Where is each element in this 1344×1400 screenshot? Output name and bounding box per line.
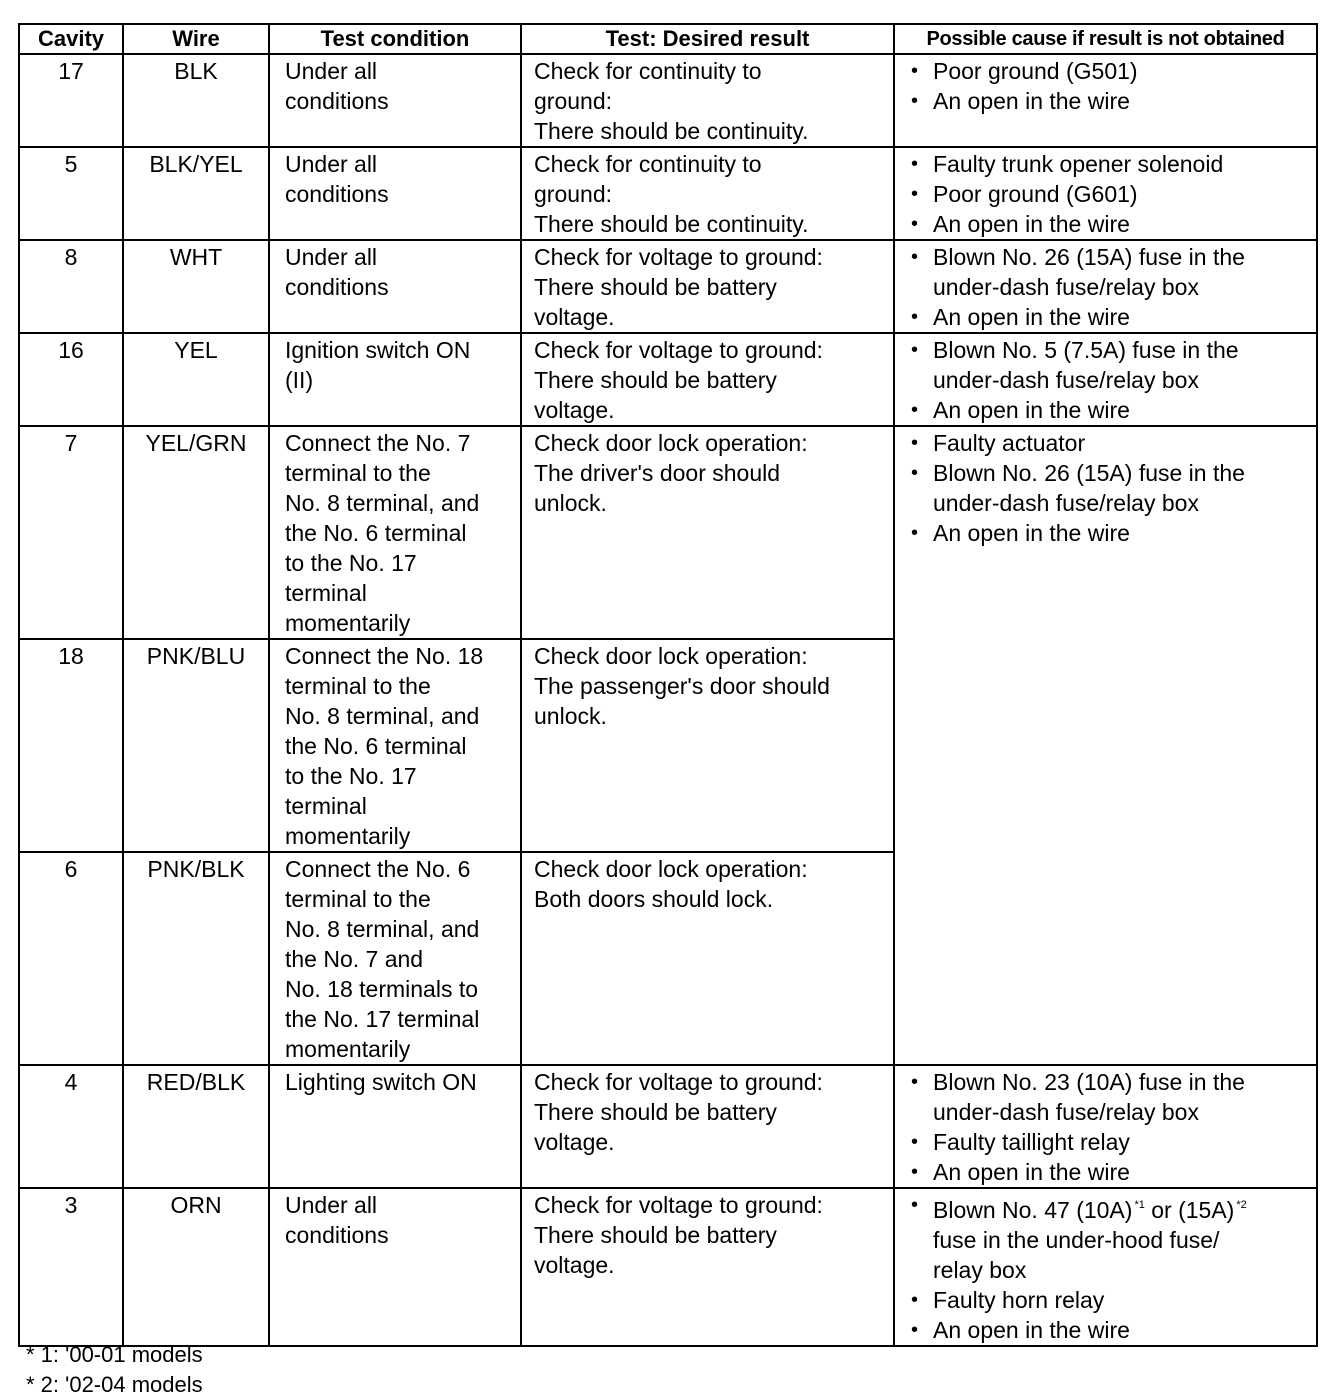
cause-item (907, 179, 1316, 209)
result-line: Check for voltage to ground: (534, 1069, 823, 1095)
result-line: Check for continuity to (534, 151, 762, 177)
cell-desired-result (521, 333, 894, 426)
cause-item (907, 1067, 1316, 1127)
cause-item (907, 86, 1316, 116)
result-line: There should be continuity. (534, 211, 809, 237)
cause-item (907, 1315, 1316, 1345)
condition-line: No. 18 terminals to (285, 976, 479, 1002)
cause-text: fuse in the under-hood fuse/ (933, 1227, 1220, 1253)
result-line: voltage. (534, 304, 615, 330)
cause-item (907, 518, 1316, 548)
cause-text: • Blown No. 26 (15A) fuse in the (933, 244, 1245, 270)
cause-list-extra (907, 1285, 1316, 1345)
cause-item (907, 56, 1316, 86)
condition-line: Ignition switch ON (285, 337, 471, 363)
cause-text: • Faulty taillight relay (933, 1129, 1130, 1155)
cell-test-condition (269, 852, 521, 1065)
cell-possible-cause (894, 1188, 1317, 1346)
cause-text: • Blown No. 23 (10A) fuse in the (933, 1069, 1245, 1095)
cause-text: under-dash fuse/relay box (933, 490, 1199, 516)
cause-text: • Poor ground (G601) (933, 181, 1138, 207)
cell-wire: PNK/BLU (123, 639, 269, 852)
cell-wire: PNK/BLK (123, 852, 269, 1065)
cause-list (907, 1067, 1316, 1187)
condition-line: terminal to the (285, 673, 431, 699)
cell-desired-result (521, 1065, 894, 1188)
footnote-ref-1: *1 (1134, 1199, 1145, 1211)
condition-line: momentarily (285, 610, 411, 636)
cause-fuse-15a: or (15A) (1144, 1197, 1235, 1223)
cell-possible-cause (894, 426, 1317, 1065)
cause-item (907, 335, 1316, 395)
cause-text: • An open in the wire (933, 397, 1130, 423)
cause-item (907, 458, 1316, 518)
cause-item (907, 242, 1316, 302)
cause-list (907, 335, 1316, 425)
condition-line: (II) (285, 367, 314, 393)
cause-text: under-dash fuse/relay box (933, 274, 1199, 300)
result-line: Both doors should lock. (534, 886, 774, 912)
cell-cavity: 18 (19, 639, 123, 852)
cause-list (907, 1190, 1316, 1285)
result-line: There should be battery (534, 1099, 777, 1125)
cell-possible-cause (894, 240, 1317, 333)
condition-line: Connect the No. 6 (285, 856, 471, 882)
footnote-2: * 2: '02-04 models (26, 1372, 203, 1397)
cell-desired-result (521, 426, 894, 639)
cause-item (907, 1285, 1316, 1315)
result-line: There should be battery (534, 274, 777, 300)
cell-test-condition (269, 147, 521, 240)
cell-test-condition (269, 1188, 521, 1346)
cause-list (907, 1285, 1316, 1345)
header-cavity: Cavity (19, 24, 123, 54)
table-row (19, 426, 1317, 639)
cause-text: • An open in the wire (933, 304, 1130, 330)
cause-text: relay box (933, 1257, 1027, 1283)
table-header-row (19, 24, 1317, 54)
cause-text: • Faulty horn relay (933, 1287, 1105, 1313)
result-line: Check for continuity to (534, 58, 762, 84)
condition-line: the No. 6 terminal (285, 733, 467, 759)
cell-desired-result (521, 147, 894, 240)
table-row (19, 54, 1317, 147)
cell-possible-cause (894, 54, 1317, 147)
condition-line: conditions (285, 274, 389, 300)
wiring-test-table-sheet (18, 23, 1316, 1397)
condition-line: the No. 17 terminal (285, 1006, 480, 1032)
condition-line: momentarily (285, 823, 411, 849)
condition-line: conditions (285, 181, 389, 207)
cell-cavity: 17 (19, 54, 123, 147)
cause-item (907, 302, 1316, 332)
cell-test-condition (269, 333, 521, 426)
condition-line: Lighting switch ON (285, 1069, 477, 1095)
footnotes (26, 1340, 203, 1400)
condition-line: Under all (285, 1192, 378, 1218)
cause-item (907, 1127, 1316, 1157)
condition-line: the No. 7 and (285, 946, 424, 972)
condition-line: No. 8 terminal, and (285, 490, 480, 516)
cause-item (907, 428, 1316, 458)
cell-test-condition (269, 426, 521, 639)
result-line: Check door lock operation: (534, 856, 808, 882)
cell-wire: BLK (123, 54, 269, 147)
footnote-1: * 1: '00-01 models (26, 1342, 203, 1367)
condition-line: Connect the No. 7 (285, 430, 471, 456)
cause-text: • Faulty trunk opener solenoid (933, 151, 1224, 177)
cell-wire: YEL (123, 333, 269, 426)
cause-text: • Blown No. 5 (7.5A) fuse in the (933, 337, 1239, 363)
cell-cavity: 16 (19, 333, 123, 426)
condition-line: to the No. 17 (285, 763, 417, 789)
cause-text: • An open in the wire (933, 520, 1130, 546)
cell-wire: WHT (123, 240, 269, 333)
result-line: The passenger's door should (534, 673, 830, 699)
cause-text: • Faulty actuator (933, 430, 1086, 456)
result-line: There should be continuity. (534, 118, 809, 144)
result-line: voltage. (534, 397, 615, 423)
header-possible-cause: Possible cause if result is not obtained (894, 24, 1317, 54)
condition-line: terminal (285, 580, 367, 606)
cell-desired-result (521, 639, 894, 852)
result-line: unlock. (534, 490, 607, 516)
cause-item (907, 209, 1316, 239)
table-row (19, 1065, 1317, 1188)
cell-test-condition (269, 639, 521, 852)
table-row (19, 333, 1317, 426)
table-row (19, 1188, 1317, 1346)
cause-text: • Blown No. 26 (15A) fuse in the (933, 460, 1245, 486)
cell-possible-cause (894, 147, 1317, 240)
cell-cavity: 4 (19, 1065, 123, 1188)
cell-cavity: 8 (19, 240, 123, 333)
cell-desired-result (521, 240, 894, 333)
cell-desired-result (521, 54, 894, 147)
cause-text: • An open in the wire (933, 88, 1130, 114)
footnote-ref-2: *2 (1236, 1199, 1247, 1211)
cause-fuse-10a: Blown No. 47 (10A) (933, 1197, 1133, 1223)
condition-line: Under all (285, 58, 378, 84)
cell-test-condition (269, 1065, 521, 1188)
result-line: unlock. (534, 703, 607, 729)
condition-line: terminal to the (285, 886, 431, 912)
cell-cavity: 5 (19, 147, 123, 240)
result-line: Check for voltage to ground: (534, 244, 823, 270)
cell-cavity: 3 (19, 1188, 123, 1346)
cell-test-condition (269, 54, 521, 147)
table-row (19, 240, 1317, 333)
cause-text: • An open in the wire (933, 211, 1130, 237)
result-line: There should be battery (534, 367, 777, 393)
cell-wire: BLK/YEL (123, 147, 269, 240)
result-line: voltage. (534, 1129, 615, 1155)
result-line: Check door lock operation: (534, 643, 808, 669)
result-line: ground: (534, 88, 613, 114)
cause-text: • An open in the wire (933, 1159, 1130, 1185)
result-line: Check for voltage to ground: (534, 337, 823, 363)
cell-wire: YEL/GRN (123, 426, 269, 639)
condition-line: Connect the No. 18 (285, 643, 484, 669)
condition-line: momentarily (285, 1036, 411, 1062)
cause-list (907, 242, 1316, 332)
result-line: Check door lock operation: (534, 430, 808, 456)
condition-line: to the No. 17 (285, 550, 417, 576)
result-line: The driver's door should (534, 460, 781, 486)
cell-cavity: 6 (19, 852, 123, 1065)
cell-wire: RED/BLK (123, 1065, 269, 1188)
table-row (19, 147, 1317, 240)
cause-text: under-dash fuse/relay box (933, 1099, 1199, 1125)
condition-line: Under all (285, 244, 378, 270)
cause-item (907, 1190, 1316, 1285)
cell-possible-cause (894, 1065, 1317, 1188)
cell-desired-result (521, 1188, 894, 1346)
header-test-condition: Test condition (269, 24, 521, 54)
cause-text (933, 1190, 1316, 1225)
cell-possible-cause (894, 333, 1317, 426)
cause-text: • An open in the wire (933, 1317, 1130, 1343)
cell-wire: ORN (123, 1188, 269, 1346)
result-line: There should be battery (534, 1222, 777, 1248)
condition-line: terminal (285, 793, 367, 819)
cause-item (907, 395, 1316, 425)
condition-line: conditions (285, 1222, 389, 1248)
cause-item (907, 1157, 1316, 1187)
cell-test-condition (269, 240, 521, 333)
cause-list (907, 149, 1316, 239)
cause-text: • Poor ground (G501) (933, 58, 1138, 84)
cell-desired-result (521, 852, 894, 1065)
cause-list (907, 428, 1316, 548)
condition-line: No. 8 terminal, and (285, 916, 480, 942)
condition-line: terminal to the (285, 460, 431, 486)
condition-line: the No. 6 terminal (285, 520, 467, 546)
header-desired-result: Test: Desired result (521, 24, 894, 54)
condition-line: Under all (285, 151, 378, 177)
wiring-test-table (18, 23, 1318, 1347)
condition-line: conditions (285, 88, 389, 114)
header-wire: Wire (123, 24, 269, 54)
cause-list (907, 56, 1316, 116)
condition-line: No. 8 terminal, and (285, 703, 480, 729)
result-line: voltage. (534, 1252, 615, 1278)
cause-item (907, 149, 1316, 179)
result-line: Check for voltage to ground: (534, 1192, 823, 1218)
result-line: ground: (534, 181, 613, 207)
cause-text: under-dash fuse/relay box (933, 367, 1199, 393)
cell-cavity: 7 (19, 426, 123, 639)
